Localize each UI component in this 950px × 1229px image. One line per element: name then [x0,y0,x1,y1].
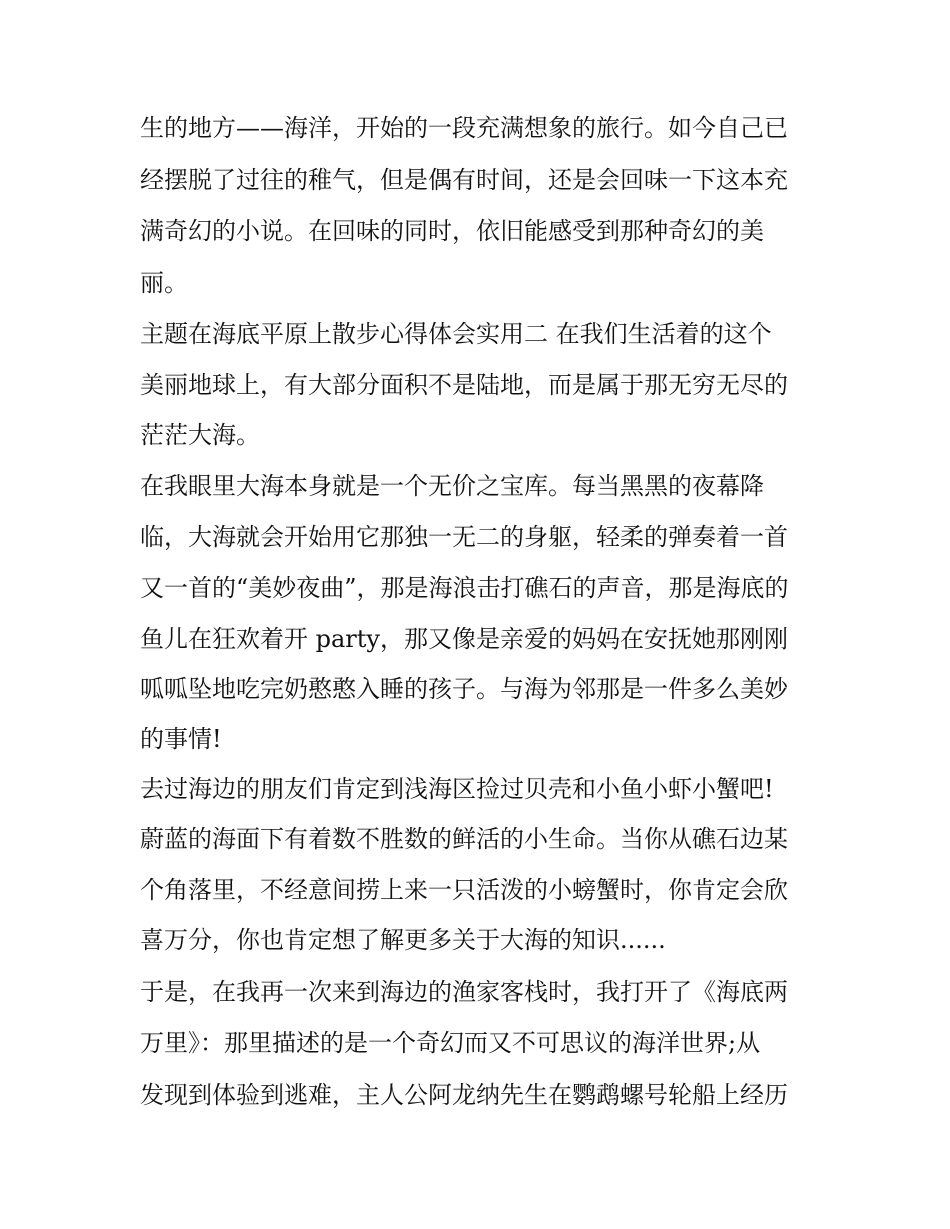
text-line: 生的地方——海洋，开始的一段充满想象的旅行。如今自己已 [140,114,788,142]
text-line: 满奇幻的小说。在回味的同时，依旧能感受到那种奇幻的美 [140,217,764,245]
text-line: 在我眼里大海本身就是一个无价之宝库。每当黑黑的夜幕降 [140,472,764,500]
text-line: 的事情! [140,725,222,753]
text-line: 喜万分，你也肯定想了解更多关于大海的知识...... [140,926,666,954]
text-line: 丽。 [140,269,188,297]
text-line: 呱呱坠地吃完奶憨憨入睡的孩子。与海为邻那是一件多么美妙 [140,675,788,703]
text-line: 经摆脱了过往的稚气，但是偶有时间，还是会回味一下这本充 [140,166,788,194]
text-line: 美丽地球上，有大部分面积不是陆地，而是属于那无穷无尽的 [140,371,788,399]
text-line: 蔚蓝的海面下有着数不胜数的鲜活的小生命。当你从礁石边某 [140,825,788,853]
text-line: 临，大海就会开始用它那独一无二的身躯，轻柔的弹奏着一首 [140,523,788,551]
text-line: 于是，在我再一次来到海边的渔家客栈时，我打开了《海底两 [140,978,788,1006]
text-line: 茫茫大海。 [140,421,260,449]
text-line: 个角落里，不经意间捞上来一只活泼的小螃蟹时，你肯定会欣 [140,876,788,904]
text-line: 发现到体验到逃难，主人公阿龙纳先生在鹦鹉螺号轮船上经历 [140,1081,788,1109]
text-line: 又一首的“美妙夜曲”，那是海浪击打礁石的声音，那是海底的 [140,574,789,602]
text-line: 万里》：那里描述的是一个奇幻而又不可思议的海洋世界;从 [140,1029,761,1057]
text-line: 主题在海底平原上散步心得体会实用二 在我们生活着的这个 [140,320,772,348]
text-line: 鱼儿在狂欢着开 party，那又像是亲爱的妈妈在安抚她那刚刚 [140,625,788,653]
text-line: 去过海边的朋友们肯定到浅海区捡过贝壳和小鱼小虾小蟹吧! [140,775,774,803]
